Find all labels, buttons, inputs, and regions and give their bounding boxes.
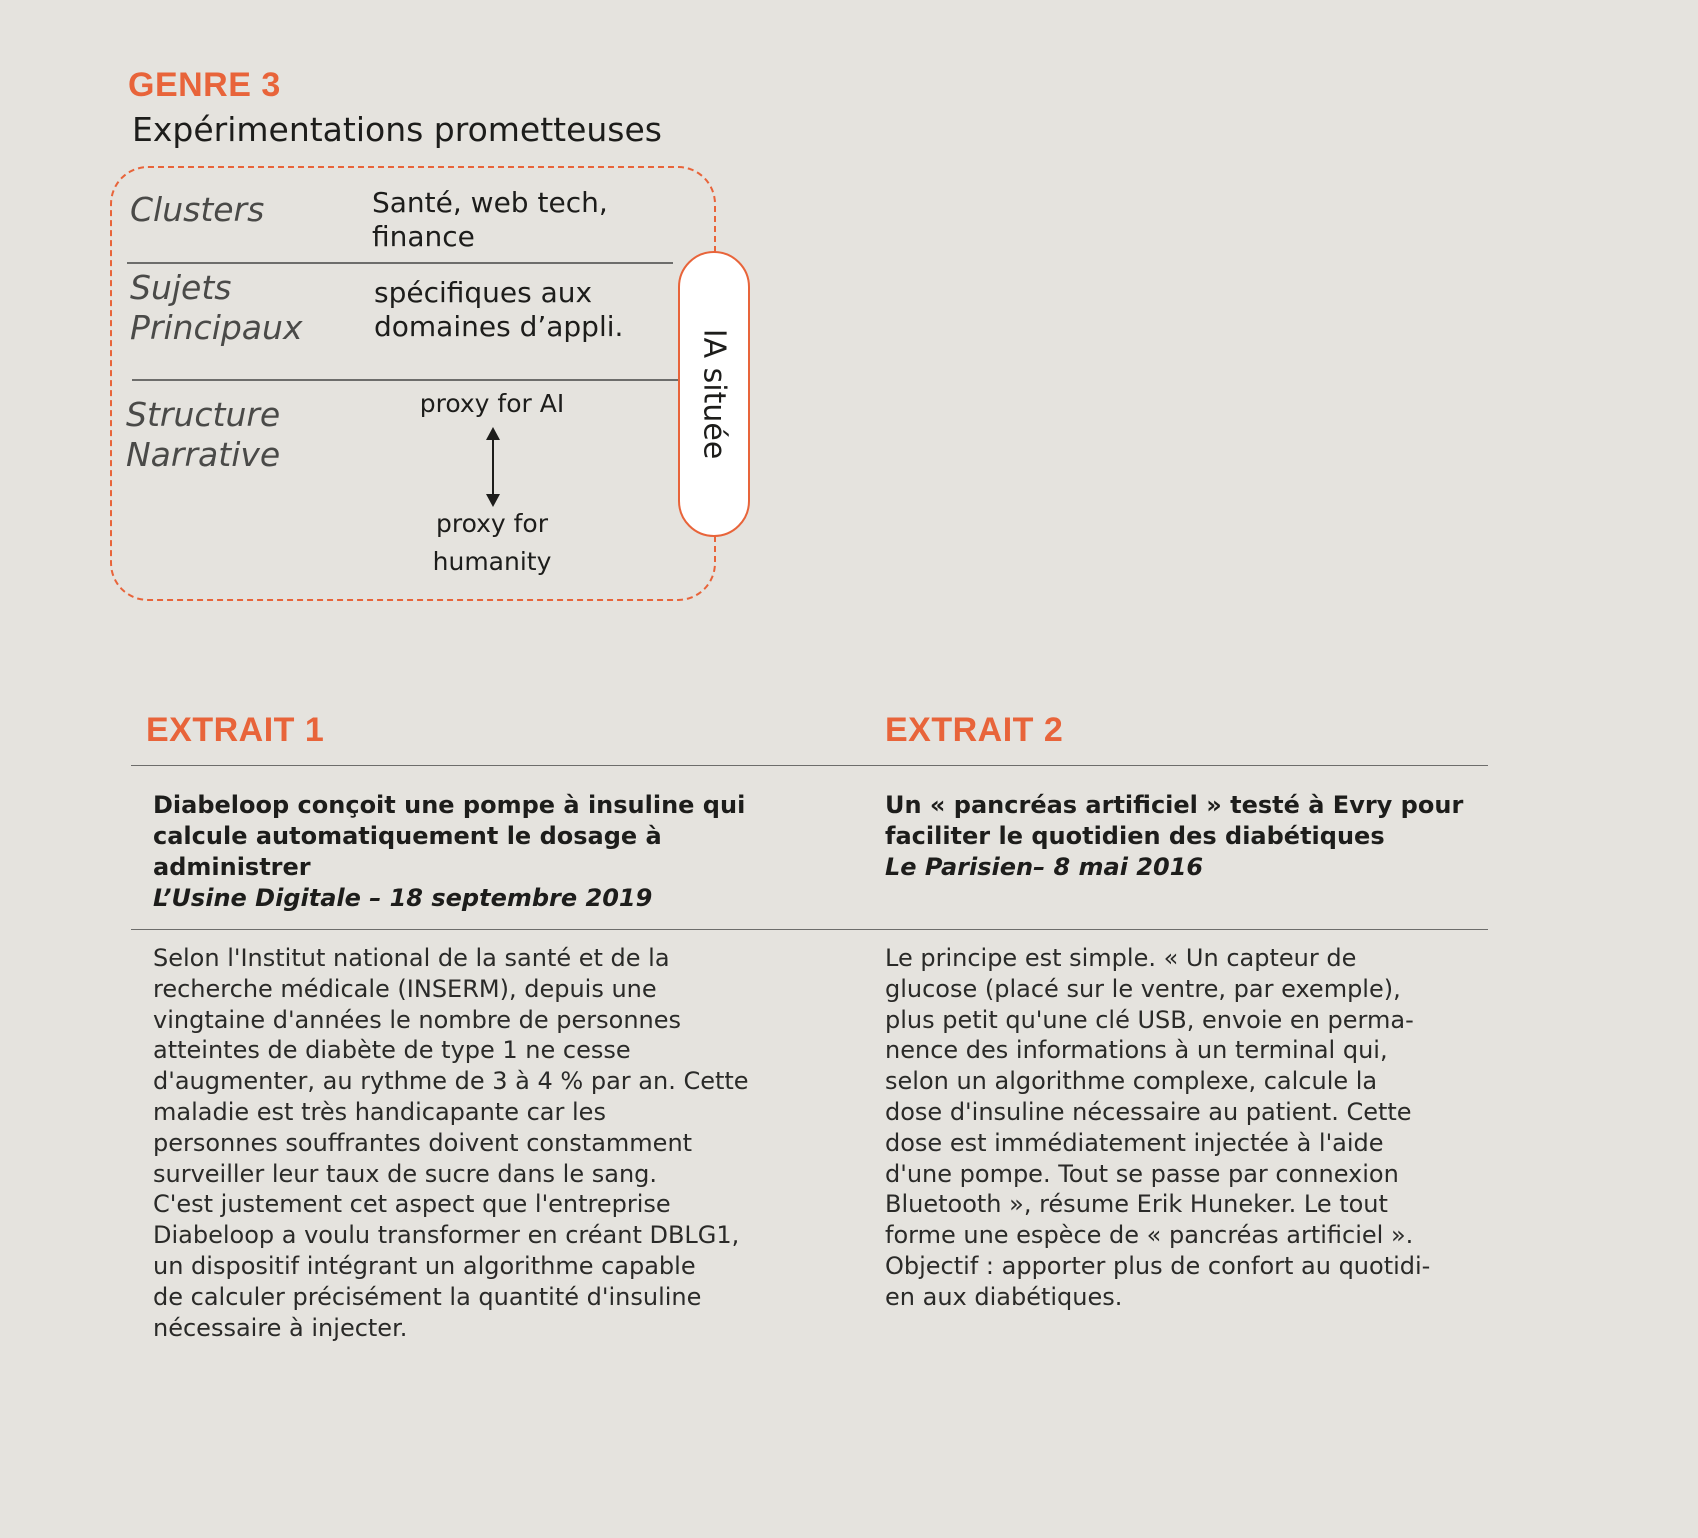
- extrait-1-heading: [153, 790, 773, 914]
- genre-label: GENRE 3: [128, 66, 281, 104]
- ia-situee-badge: [678, 251, 750, 537]
- proxy-for-humanity: proxy for humanity: [432, 509, 552, 576]
- extrait-2-body: Le principe est simple. « Un capteur de glucose (placé sur le ventre, par exemple), plus petit qu'une clé USB, envoie en perma- nence des informations à un terminal qui, selon un algorithme complexe, calcule la dose d'insuline nécessaire au patient. Cette dose est immédiatement injectée à l'aide d'une pompe. Tout se passe par connexion Bluetooth », résume Erik Huneker. Le tout forme une espèce de « pancréas artificiel ». Objectif : apporter plus de confort au quotidi- en aux diabétiques.: [885, 944, 1431, 1311]
- extrait-1-body: Selon l'Institut national de la santé et de la recherche médicale (INSERM), depuis une vingtaine d'années le nombre de personnes atteintes de diabète de type 1 ne cesse d'augmenter, au rythme de 3 à 4 % par an. Cette maladie est très handicapante car les personnes souffrantes doivent constamment surveiller leur taux de sucre dans le sang. C'est justement cet aspect que l'entreprise Diabeloop a voulu transformer en créant DBLG1, un dispositif intégrant un algorithme capable de calculer précisément la quantité d'insuline nécessaire à injecter.: [153, 944, 749, 1342]
- ia-situee-label: IA située: [696, 328, 732, 460]
- extraits-top-rule: [131, 765, 1488, 766]
- row-divider: [132, 379, 678, 381]
- extrait-2-headline: Un « pancréas artificiel » testé à Evry pour faciliter le quotidien des diabétiques: [885, 791, 1464, 850]
- genre-title: Expérimentations prometteuses: [132, 110, 662, 149]
- double-arrow-icon: [482, 426, 504, 508]
- extraits-middle-rule: [131, 929, 1488, 930]
- extrait-1-source: L’Usine Digitale – 18 septembre 2019: [153, 884, 653, 912]
- extrait-1-headline: Diabeloop conçoit une pompe à insuline qui calcule automatiquement le dosage à administrer: [153, 791, 746, 881]
- row-label-sujets: Sujets Principaux: [130, 268, 303, 347]
- row-divider: [127, 262, 673, 264]
- row-label-clusters: Clusters: [130, 190, 265, 229]
- row-value-clusters: Santé, web tech, finance: [372, 186, 608, 253]
- proxy-for-ai: proxy for AI: [419, 389, 565, 418]
- extrait-2-source: Le Parisien– 8 mai 2016: [885, 853, 1204, 881]
- row-value-sujets: spécifiques aux domaines d’appli.: [374, 276, 624, 343]
- row-label-structure: Structure Narrative: [126, 395, 281, 474]
- extrait-2-heading: [885, 790, 1505, 883]
- extrait-1-label: EXTRAIT 1: [146, 711, 325, 749]
- extrait-2-label: EXTRAIT 2: [885, 711, 1064, 749]
